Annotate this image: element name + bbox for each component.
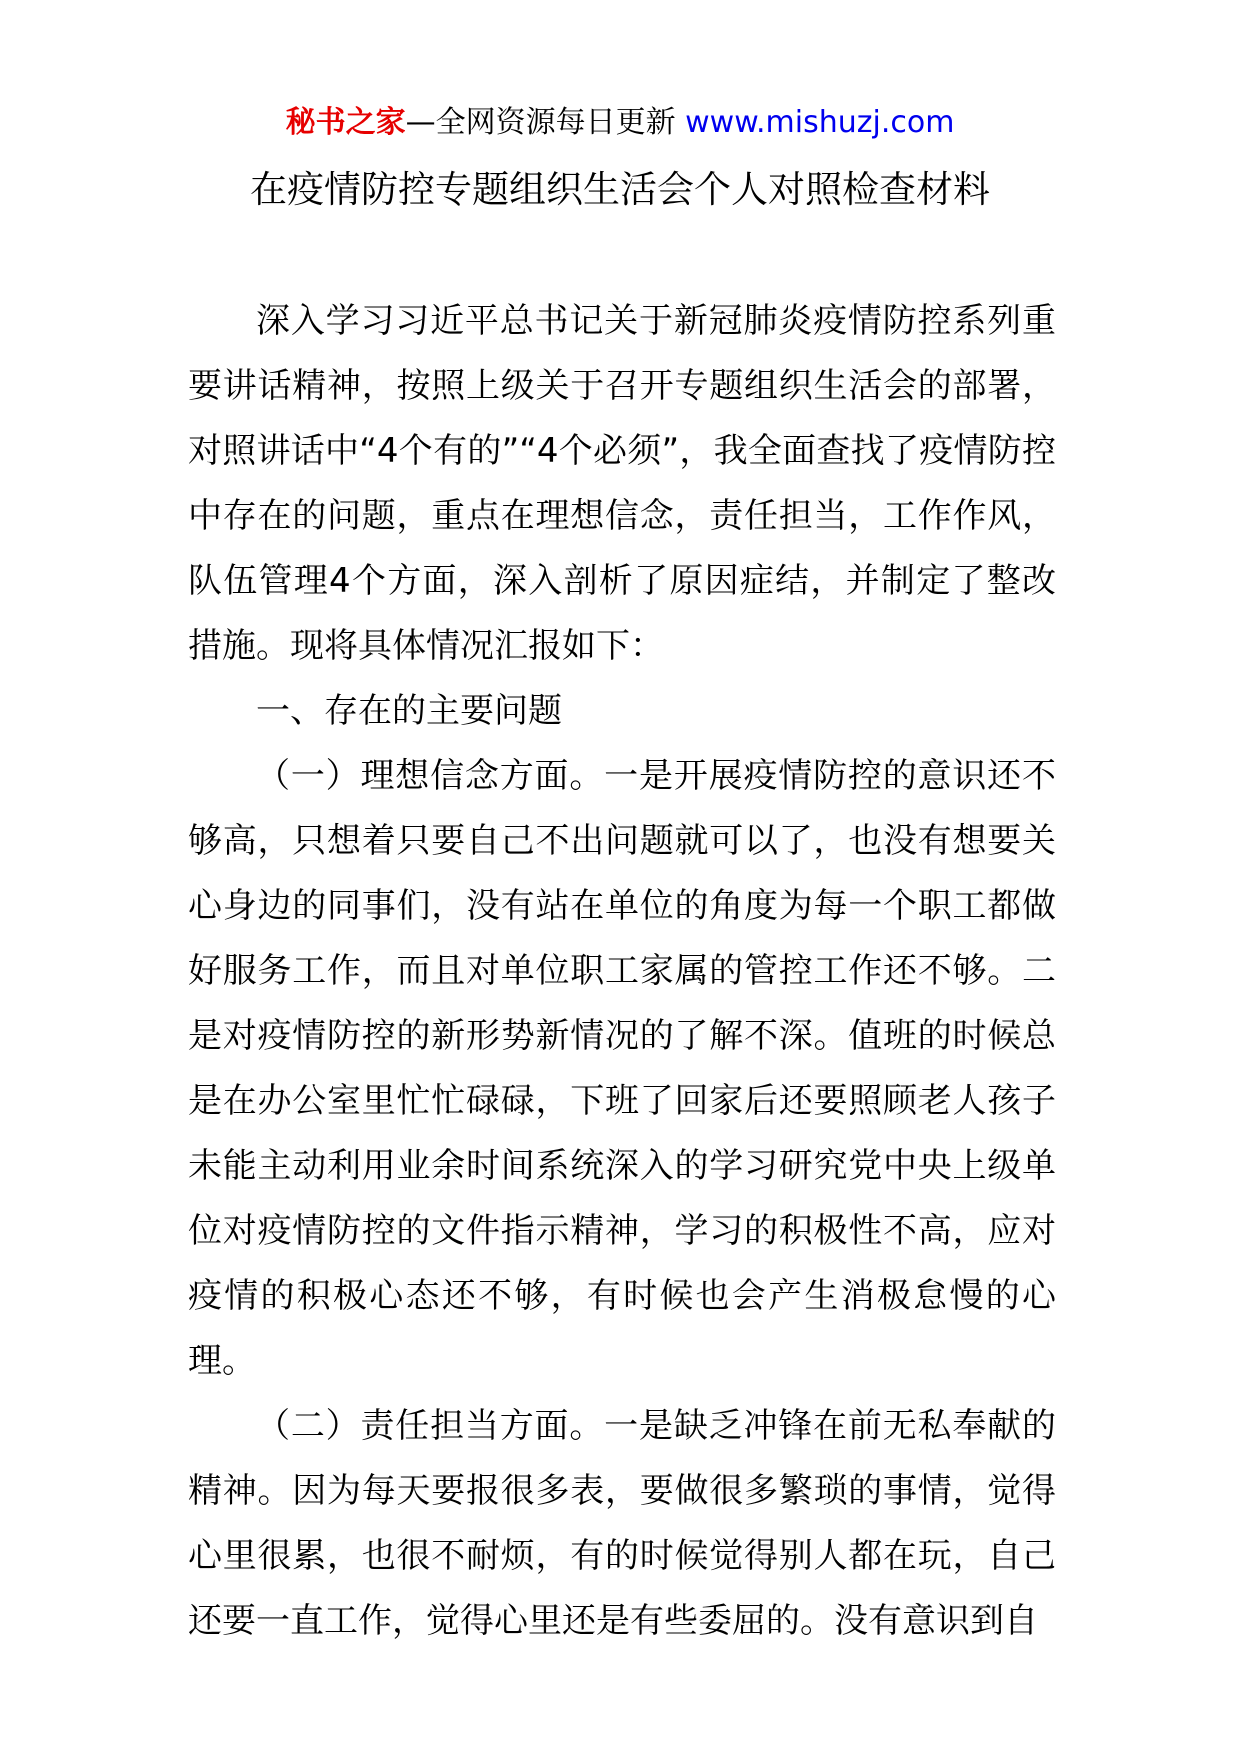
site-header: [0, 100, 1240, 146]
document-body: [188, 289, 1056, 1654]
paragraph-ideals-beliefs: （一）理想信念方面。一是开展疫情防控的意识还不够高，只想着只要自己不出问题就可以了，也没有想要关心身边的同事们，没有站在单位的角度为每一个职工都做好服务工作，而且对单位职工家属的管控工作还不够。二是对疫情防控的新形势新情况的了解不深。值班的时候总是在办公室里忙忙碌碌，下班了回家后还要照顾老人孩子未能主动利用业余时间系统深入的学习研究党中央上级单位对疫情防控的文件指示精神，学习的积极性不高，应对疫情的积极心态还不够，有时候也会产生消极怠慢的心理。: [188, 756, 1056, 1381]
section-heading-problems: 一、存在的主要问题: [256, 691, 562, 731]
header-tagline: —全网资源每日更新: [405, 105, 686, 140]
intro-paragraph: 深入学习习近平总书记关于新冠肺炎疫情防控系列重要讲话精神，按照上级关于召开专题组织生活会的部署，对照讲话中“4个有的”“4个必须”，我全面查找了疫情防控中存在的问题，重点在理想信念，责任担当，工作作风，队伍管理4个方面，深入剖析了原因症结，并制定了整改措施。现将具体情况汇报如下：: [188, 301, 1056, 666]
document-title: 在疫情防控专题组织生活会个人对照检查材料: [250, 168, 990, 211]
brand-name: 秘书之家: [285, 105, 406, 140]
paragraph-responsibility: （二）责任担当方面。一是缺乏冲锋在前无私奉献的精神。因为每天要报很多表，要做很多繁琐的事情，觉得心里很累，也很不耐烦，有的时候觉得别人都在玩，自己还要一直工作，觉得心里还是有些委屈的。没有意识到自: [188, 1406, 1056, 1641]
site-url-link[interactable]: www.mishuzj.com: [685, 105, 955, 140]
